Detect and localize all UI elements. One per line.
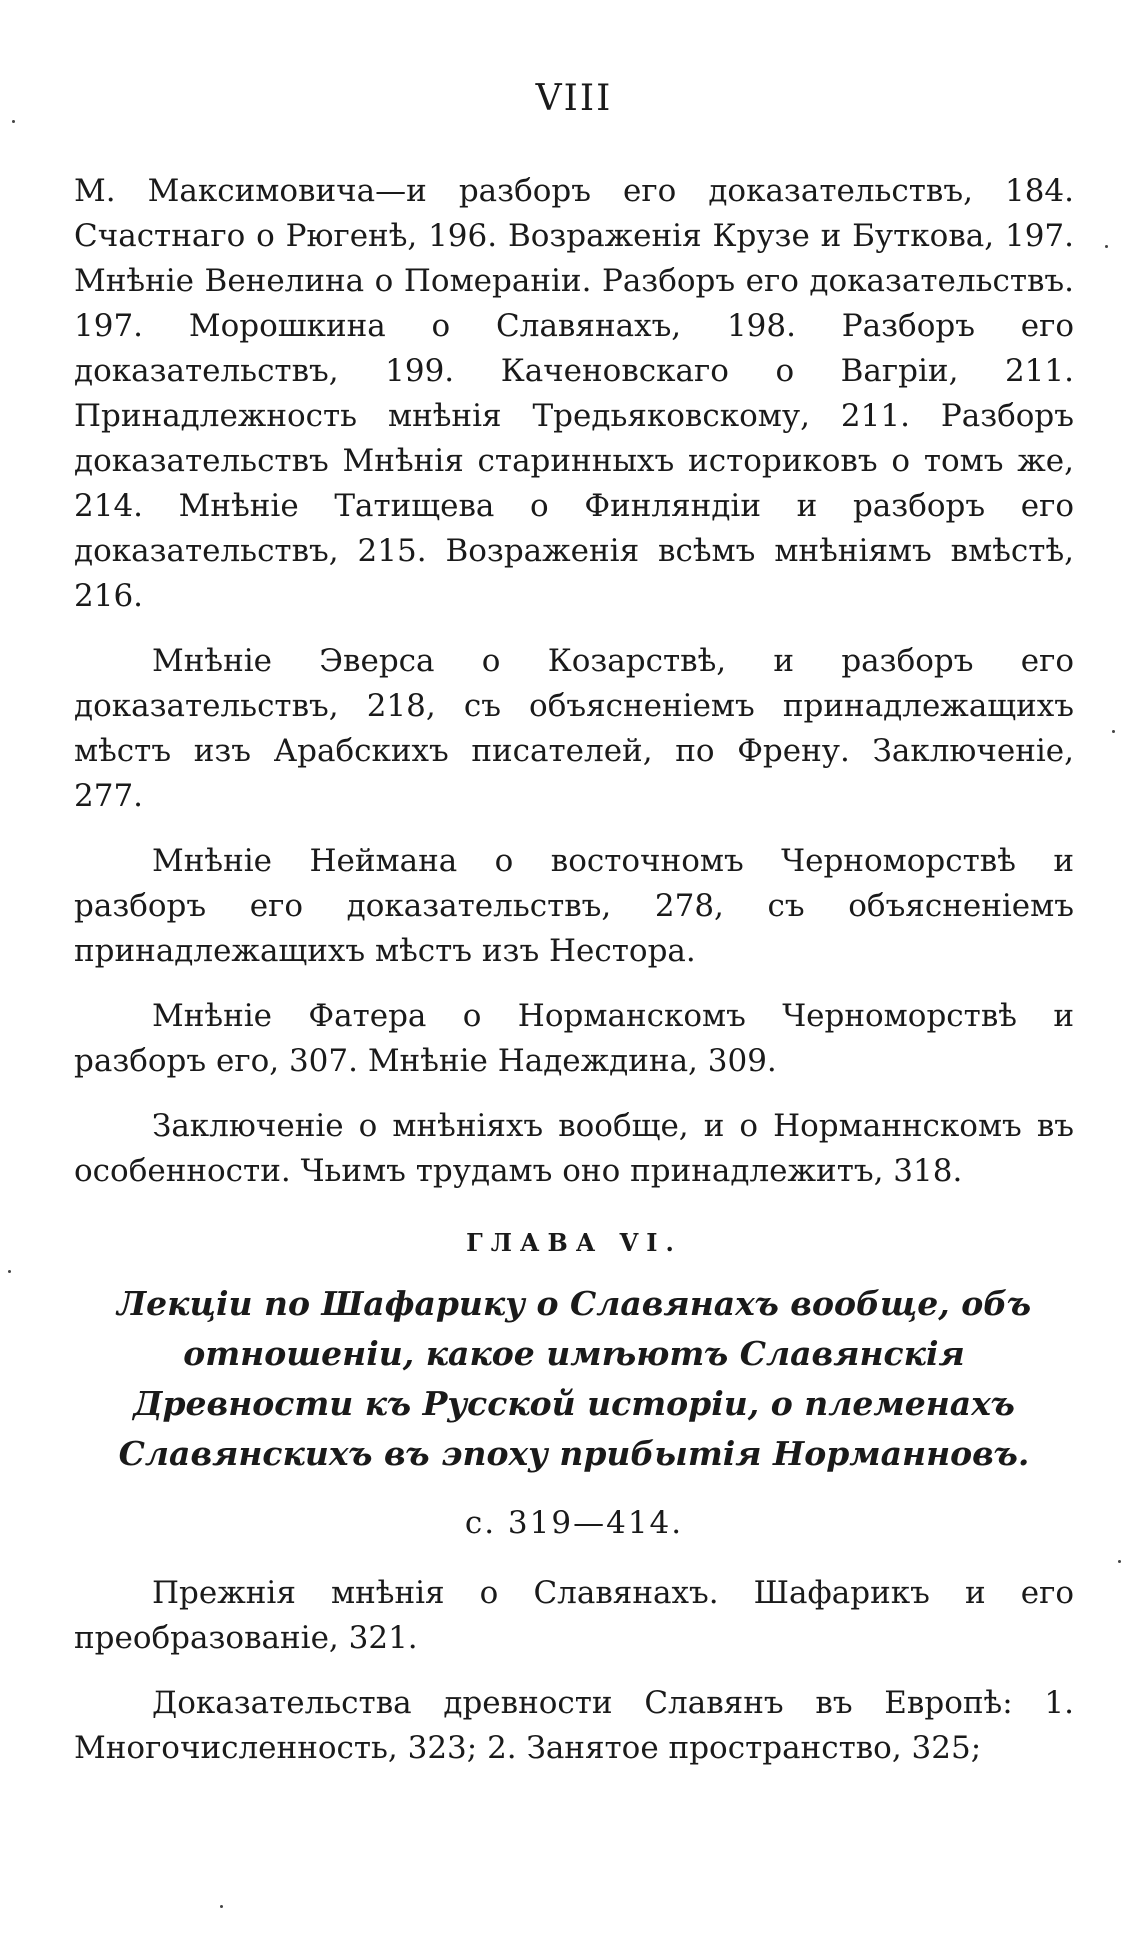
paragraph-evers: Мнѣніе Эверса о Козарствѣ, и разборъ его доказательствъ, 218, съ объясненіемъ принадлежащихъ мѣстъ изъ Арабскихъ писателей, по Френу. Заключеніе, 277.	[74, 643, 1074, 814]
paragraph-vater: Мнѣніе Фатера о Норманскомъ Черноморствѣ и разборъ его, 307. Мнѣніе Надеждина, 309.	[74, 998, 1074, 1079]
document-page	[74, 60, 1074, 1791]
page-number: VIII	[535, 78, 613, 119]
paragraph-neumann: Мнѣніе Неймана о восточномъ Черноморствѣ и разборъ его доказательствъ, 278, съ объясненіемъ принадлежащихъ мѣстъ изъ Нестора.	[74, 843, 1074, 969]
chapter-heading: ГЛАВА VI.	[466, 1228, 682, 1257]
paragraph-evidence: Доказательства древности Славянъ въ Европѣ: 1. Многочисленность, 323; 2. Занятое пространство, 325;	[74, 1685, 1074, 1766]
scan-speck	[1118, 1560, 1121, 1563]
paragraph-conclusion: Заключеніе о мнѣніяхъ вообще, и о Норманнскомъ въ особенности. Чьимъ трудамъ оно принадлежитъ, 318.	[74, 1108, 1074, 1189]
chapter-page-range: с. 319—414.	[464, 1505, 684, 1541]
scan-speck	[220, 1905, 223, 1908]
chapter-title: Лекціи по Шафарику о Славянахъ вообще, объ отношеніи, какое имѣютъ Славянскія Древности къ Русской исторіи, о племенахъ Славянскихъ въ эпоху прибытія Норманновъ.	[116, 1284, 1032, 1473]
scan-speck	[8, 1270, 11, 1273]
paragraph-former-opinions: Прежнія мнѣнія о Славянахъ. Шафарикъ и его преобразованіе, 321.	[74, 1575, 1074, 1656]
scan-speck	[12, 120, 15, 123]
scan-speck	[1105, 245, 1108, 248]
scan-speck	[1112, 730, 1115, 733]
paragraph-opinions-continued: М. Максимовича—и разборъ его доказательствъ, 184. Счастнаго о Рюгенѣ, 196. Возраженія Крузе и Буткова, 197. Мнѣніе Венелина о Помераніи. Разборъ его доказательствъ. 197. Морошкина о Славянахъ, 198. Разборъ его доказательствъ, 199. Каченовскаго о Вагріи, 211. Принадлежность мнѣнія Тредьяковскому, 211. Разборъ доказательствъ Мнѣнія старинныхъ историковъ о томъ же, 214. Мнѣніе Татищева о Финляндіи и разборъ его доказательствъ, 215. Возраженія всѣмъ мнѣніямъ вмѣстѣ, 216.	[74, 173, 1074, 614]
